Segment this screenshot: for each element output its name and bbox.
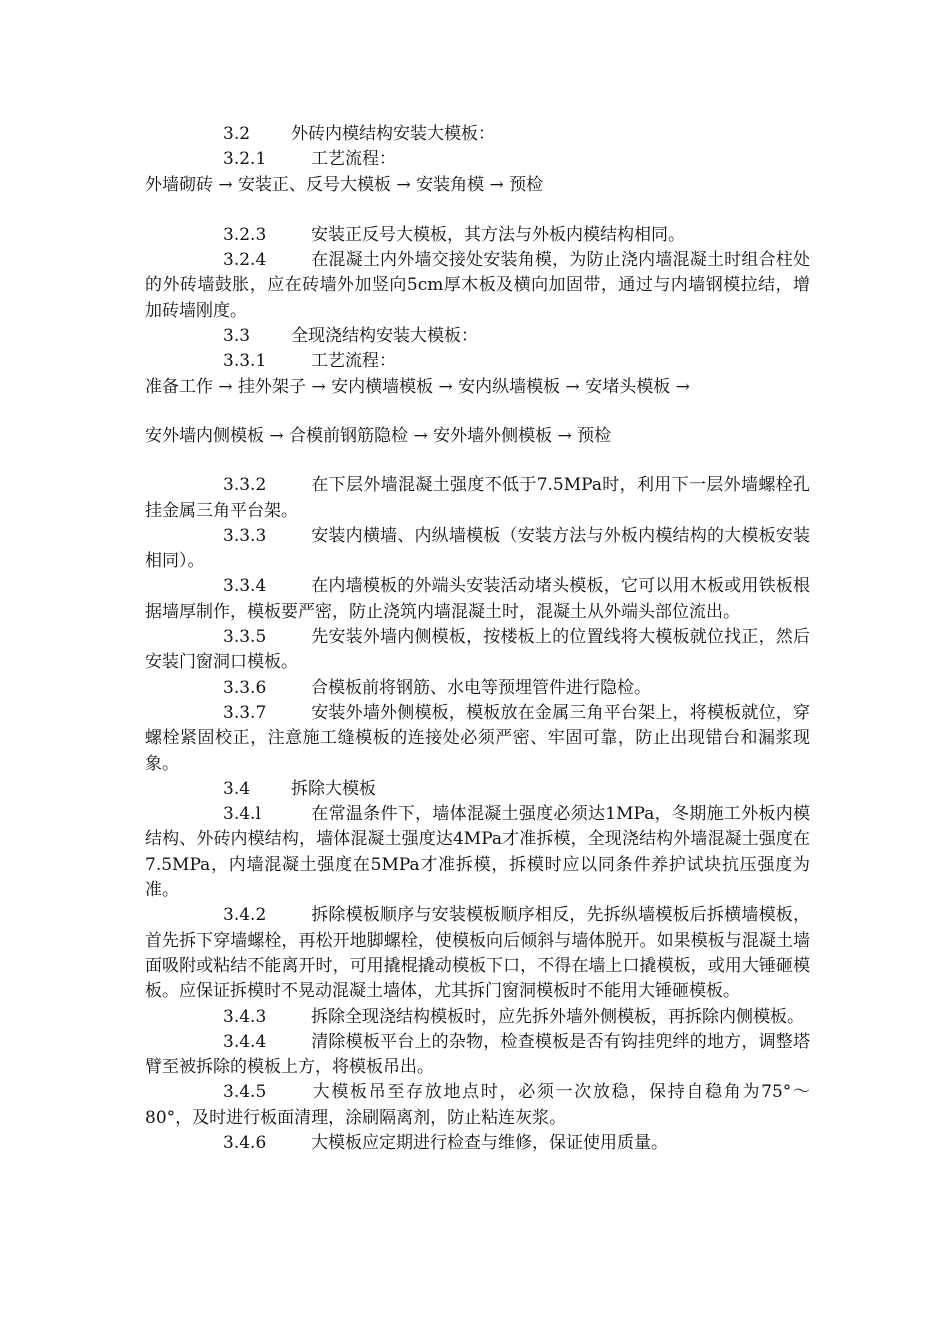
- paragraph-3-3-2: [145, 473, 810, 524]
- paragraph-3-4-6: [145, 1131, 810, 1156]
- process-flow-3-3-line-2: 安外墙内侧模板 → 合模前钢筋隐检 → 安外墙外侧模板 → 预检: [145, 425, 612, 446]
- paragraph-3-4-2: [145, 903, 810, 1004]
- paragraph-3-2-4: [145, 248, 810, 324]
- heading-text: 工艺流程：: [311, 149, 396, 170]
- section-number: 3.3.6: [223, 677, 267, 698]
- section-number: 3.4.3: [223, 1006, 267, 1027]
- section-number: 3.2.4: [223, 250, 267, 271]
- section-number: 3.2.1: [223, 149, 267, 170]
- paragraph-3-4-3: [145, 1005, 810, 1030]
- section-number: 3.3.2: [223, 475, 267, 496]
- spacer: [145, 449, 810, 473]
- heading-3-4: [145, 777, 810, 802]
- paragraph-3-3-3: [145, 524, 810, 575]
- section-number: 3.3: [223, 326, 251, 347]
- process-flow-3-2: 外墙砌砖 → 安装正、反号大模板 → 安装角模 → 预检: [145, 174, 544, 195]
- heading-3-3: [145, 324, 810, 349]
- section-number: 3.3.7: [223, 702, 267, 723]
- section-number: 3.4.2: [223, 905, 267, 926]
- paragraph-3-3-6: [145, 676, 810, 701]
- paragraph-text: 先安装外墙内侧模板，按楼板上的位置线将大模板就位找正，然后安装门窗洞口模板。: [145, 627, 810, 673]
- section-number: 3.3.4: [223, 576, 267, 597]
- heading-3-2-1: [145, 147, 810, 172]
- section-number: 3.4.5: [223, 1082, 267, 1103]
- section-number: 3.2: [223, 124, 251, 144]
- spacer: [145, 400, 810, 424]
- process-flow-3-3-line-1: 准备工作 → 挂外架子 → 安内横墙模板 → 安内纵墙模板 → 安堵头模板 →: [145, 376, 690, 397]
- document-body: [145, 122, 810, 1156]
- paragraph-text: 在内墙模板的外端头安装活动堵头模板，它可以用木板或用铁板根据墙厚制作，模板要严密，防止浇筑内墙混凝土时，混凝土从外端头部位流出。: [145, 576, 810, 622]
- heading-3-3-1: [145, 349, 810, 374]
- section-number: 3.2.3: [223, 224, 267, 245]
- paragraph-3-3-7: [145, 701, 810, 777]
- paragraph-text: 在下层外墙混凝土强度不低于7.5MPa时，利用下一层外墙螺栓孔挂金属三角平台架。: [145, 475, 810, 521]
- paragraph-text: 在混凝土内外墙交接处安装角模，为防止浇内墙混凝土时组合柱处的外砖墙鼓胀，应在砖墙外加竖向5cm厚木板及横向加固带，通过与内墙钢模拉结，增加砖墙刚度。: [145, 250, 810, 321]
- paragraph-text: 合模板前将钢筋、水电等预埋管件进行隐检。: [311, 677, 651, 698]
- heading-3-2: [145, 122, 810, 147]
- section-number: 3.3.3: [223, 525, 267, 546]
- spacer: [145, 198, 810, 223]
- paragraph-3-4-1: [145, 802, 810, 903]
- section-number: 3.4: [223, 778, 251, 799]
- section-number: 3.3.1: [223, 351, 267, 372]
- paragraph-text: 拆除模板顺序与安装模板顺序相反，先拆纵墙模板后拆横墙模板，首先拆下穿墙螺栓，再松开地脚螺栓，使模板向后倾斜与墙体脱开。如果模板与混凝土墙面吸附或粘结不能离开时，可用撬棍撬动模板下口，不得在墙上口撬模板，或用大锤砸模板。应保证拆模时不晃动混凝土墙体，尤其拆门窗洞模板时不能用大锤砸模板。: [145, 905, 810, 1002]
- paragraph-text: 大模板吊至存放地点时，必须一次放稳，保持自稳角为75°～80°，及时进行板面清理，涂刷隔离剂，防止粘连灰浆。: [145, 1082, 810, 1128]
- paragraph-3-3-5: [145, 625, 810, 676]
- paragraph-3-2-3: [145, 223, 810, 248]
- paragraph-text: 清除模板平台上的杂物，检查模板是否有钩挂兜绊的地方，调整塔臂至被拆除的模板上方，将模板吊出。: [145, 1031, 810, 1078]
- heading-text: 拆除大模板: [291, 778, 376, 799]
- section-number: 3.4.4: [223, 1031, 267, 1052]
- section-number: 3.3.5: [223, 627, 267, 648]
- section-number: 3.4.l: [223, 804, 261, 825]
- paragraph-text: 在常温条件下，墙体混凝土强度必须达1MPa，冬期施工外板内模结构、外砖内模结构，墙体混凝土强度达4MPa才准拆模，全现浇结构外墙混凝土强度在7.5MPa，内墙混凝土强度在5MPa才准拆模，拆模时应以同条件养护试块抗压强度为准。: [145, 804, 810, 901]
- paragraph-3-4-5: [145, 1080, 810, 1131]
- paragraph-text: 拆除全现浇结构模板时，应先拆外墙外侧模板，再拆除内侧模板。: [311, 1006, 804, 1027]
- paragraph-3-3-4: [145, 574, 810, 625]
- paragraph-text: 安装正反号大模板，其方法与外板内模结构相同。: [311, 224, 685, 245]
- heading-text: 外砖内模结构安装大模板：: [291, 124, 495, 144]
- paragraph-text: 安装外墙外侧模板，模板放在金属三角平台架上，将模板就位，穿螺栓紧固校正，注意施工缝模板的连接处必须严密、牢固可靠，防止出现错台和漏浆现象。: [145, 702, 810, 774]
- heading-text: 工艺流程：: [311, 351, 396, 372]
- section-number: 3.4.6: [223, 1132, 267, 1153]
- paragraph-text: 大模板应定期进行检查与维修，保证使用质量。: [311, 1132, 668, 1153]
- heading-text: 全现浇结构安装大模板：: [291, 326, 478, 347]
- paragraph-text: 安装内横墙、内纵墙模板（安装方法与外板内模结构的大模板安装相同）。: [145, 525, 810, 572]
- paragraph-3-4-4: [145, 1030, 810, 1081]
